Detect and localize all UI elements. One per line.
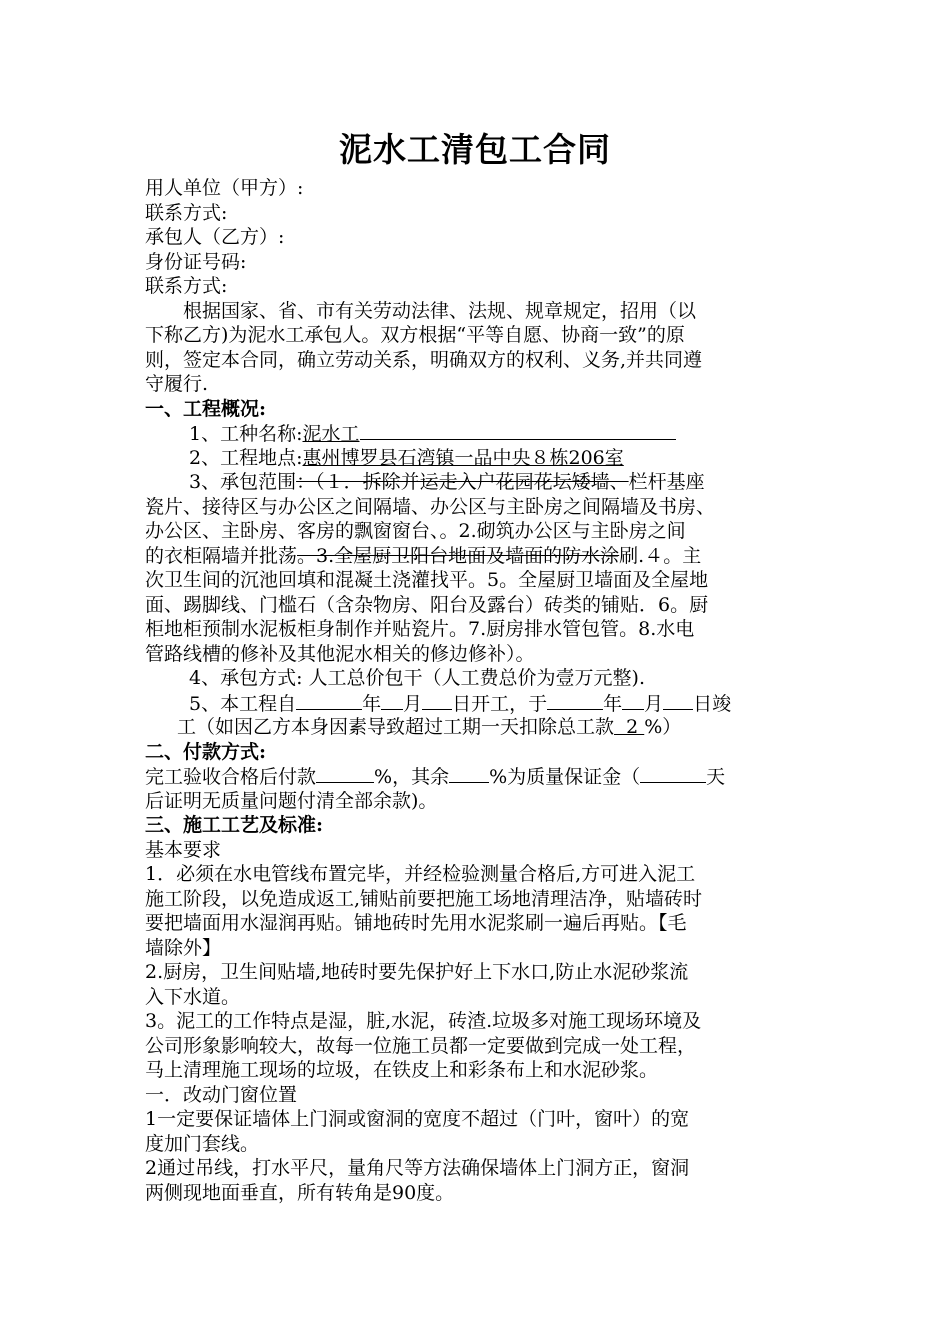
requirement-line: 两侧现地面垂直，所有转角是90度。 <box>145 1181 455 1204</box>
end-month-blank <box>622 691 644 710</box>
schedule-start-label: 5、本工程自 <box>189 692 297 715</box>
payment-text: 天 <box>706 766 726 788</box>
retention-days-blank <box>640 764 706 783</box>
requirement-line: 入下水道。 <box>145 985 241 1008</box>
requirement-line: 墙除外】 <box>145 936 222 959</box>
intro-line: 则，签定本合同，确立劳动关系，明确双方的权利、义务,并共同遵 <box>145 348 703 371</box>
requirement-line: 公司形象影响较大，故每一位施工员都一定要做到完成一处工程， <box>145 1034 697 1057</box>
contact-a-line: 联系方式: <box>145 201 228 224</box>
year-label: 年 <box>362 692 382 715</box>
end-day-blank <box>663 691 693 710</box>
requirement-line: 施工阶段，以免造成返工,铺贴前要把施工场地清理洁净，贴墙砖时 <box>145 887 703 910</box>
month-label: 月 <box>644 692 664 715</box>
scope-line <box>145 544 810 569</box>
scope-text: 栏杆基座 <box>628 471 705 493</box>
work-site-label: 2、工程地点: <box>189 446 303 469</box>
end-year-blank <box>547 691 603 710</box>
start-month-blank <box>381 691 403 710</box>
work-type-underline <box>360 421 676 440</box>
schedule-line <box>145 691 810 716</box>
schedule-line <box>145 715 810 740</box>
start-day-blank <box>422 691 452 710</box>
requirement-line: 要把墙面用水湿润再贴。铺地砖时先用水泥浆刷一遍后再贴。【毛 <box>145 912 687 934</box>
penalty-unit: %） <box>644 716 682 738</box>
penalty-text: 工（如因乙方本身因素导致超过工期一天扣除总工款 <box>177 716 615 738</box>
document-body <box>145 176 810 1205</box>
payment-text: %，其余 <box>374 766 450 788</box>
scope-text: 刷.４。主 <box>619 544 702 567</box>
work-type-label: 1、工种名称: <box>189 423 303 445</box>
scope-line: 柜地柜预制水泥板柜身制作并贴瓷片。7.厨房排水管包管。8.水电 <box>145 618 695 640</box>
penalty-value: 2 <box>614 716 645 738</box>
scope-label: 3、承包范围 <box>189 471 297 493</box>
requirement-line: 马上清理施工现场的垃圾，在铁皮上和彩条布上和水泥砂浆。 <box>145 1059 659 1081</box>
scope-struck-text: ：（１．拆除并运走入户花园花坛矮墙、 <box>296 471 629 493</box>
subheading: 一．改动门窗位置 <box>145 1083 298 1106</box>
subheading: 基本要求 <box>145 838 222 861</box>
party-a-line: 用人单位（甲方）: <box>145 177 304 199</box>
payment-line: 后证明无质量问题付清全部余款)。 <box>145 789 438 812</box>
end-day-label: 日竣 <box>693 692 732 715</box>
retention-percent-blank <box>449 764 489 783</box>
scope-line: 办公区、主卧房、客房的飘窗窗台、。2.砌筑办公区与主卧房之间 <box>145 520 686 542</box>
section3-heading: 三、施工工艺及标准: <box>145 814 324 836</box>
scope-line: 面、踢脚线、门槛石（含杂物房、阳台及露台）砖类的铺贴．6。厨 <box>145 593 709 616</box>
contract-mode-line: 4、承包方式: 人工总价包干（人工费总价为壹万元整). <box>189 667 645 689</box>
requirement-line: 1一定要保证墙体上门洞或窗洞的宽度不超过（门叶，窗叶）的宽 <box>145 1108 690 1130</box>
intro-line: 根据国家、省、市有关劳动法律、法规、规章规定，招用（以 <box>183 299 697 322</box>
start-day-label: 日开工，于 <box>452 692 548 715</box>
scope-line: 次卫生间的沉池回填和混凝土浇灌找平。5。全屋厨卫墙面及全屋地 <box>145 569 709 591</box>
work-type-line <box>145 421 810 446</box>
intro-line: 下称乙方)为泥水工承包人。双方根据“平等自愿、协商一致”的原 <box>145 324 685 346</box>
work-site-value: 惠州博罗县石湾镇一品中央８栋206室 <box>302 446 624 469</box>
id-number-line: 身份证号码: <box>145 250 247 273</box>
start-year-blank <box>296 691 362 710</box>
contact-b-line: 联系方式: <box>145 275 228 297</box>
requirement-line: 3。泥工的工作特点是湿，脏,水泥，砖渣.垃圾多对施工现场环境及 <box>145 1010 702 1032</box>
requirement-line: 度加门套线。 <box>145 1132 260 1155</box>
scope-struck-text: 。3.全屋厨卫阳台地面及墙面的防水涂 <box>297 544 620 567</box>
requirement-line: 2.厨房，卫生间贴墙,地砖时要先保护好上下水口,防止水泥砂浆流 <box>145 961 689 983</box>
payment-line <box>145 764 810 789</box>
scope-text: 的衣柜隔墙并批荡 <box>145 544 298 567</box>
requirement-line: 2通过吊线，打水平尺，量角尺等方法确保墙体上门洞方正，窗洞 <box>145 1157 690 1179</box>
scope-line: 瓷片、接待区与办公区之间隔墙、办公区与主卧房之间隔墙及书房、 <box>145 495 716 518</box>
document-title: 泥水工清包工合同 <box>339 130 611 169</box>
section2-heading: 二、付款方式: <box>145 740 267 763</box>
section1-heading: 一、工程概况: <box>145 397 267 420</box>
work-site-line <box>145 446 810 471</box>
payment-text: %为质量保证金（ <box>489 766 641 788</box>
intro-line: 守履行. <box>145 373 209 395</box>
work-type-value: 泥水工 <box>302 423 360 445</box>
payment-percent-blank <box>316 764 374 783</box>
party-b-line: 承包人（乙方）: <box>145 226 285 248</box>
month-label: 月 <box>403 692 423 715</box>
payment-text: 完工验收合格后付款 <box>145 766 317 788</box>
scope-line: 管路线槽的修补及其他泥水相关的修边修补）。 <box>145 642 535 665</box>
requirement-line: 1．必须在水电管线布置完毕，并经检验测量合格后,方可进入泥工 <box>145 863 696 885</box>
year-label: 年 <box>603 692 623 715</box>
scope-line <box>145 470 810 495</box>
